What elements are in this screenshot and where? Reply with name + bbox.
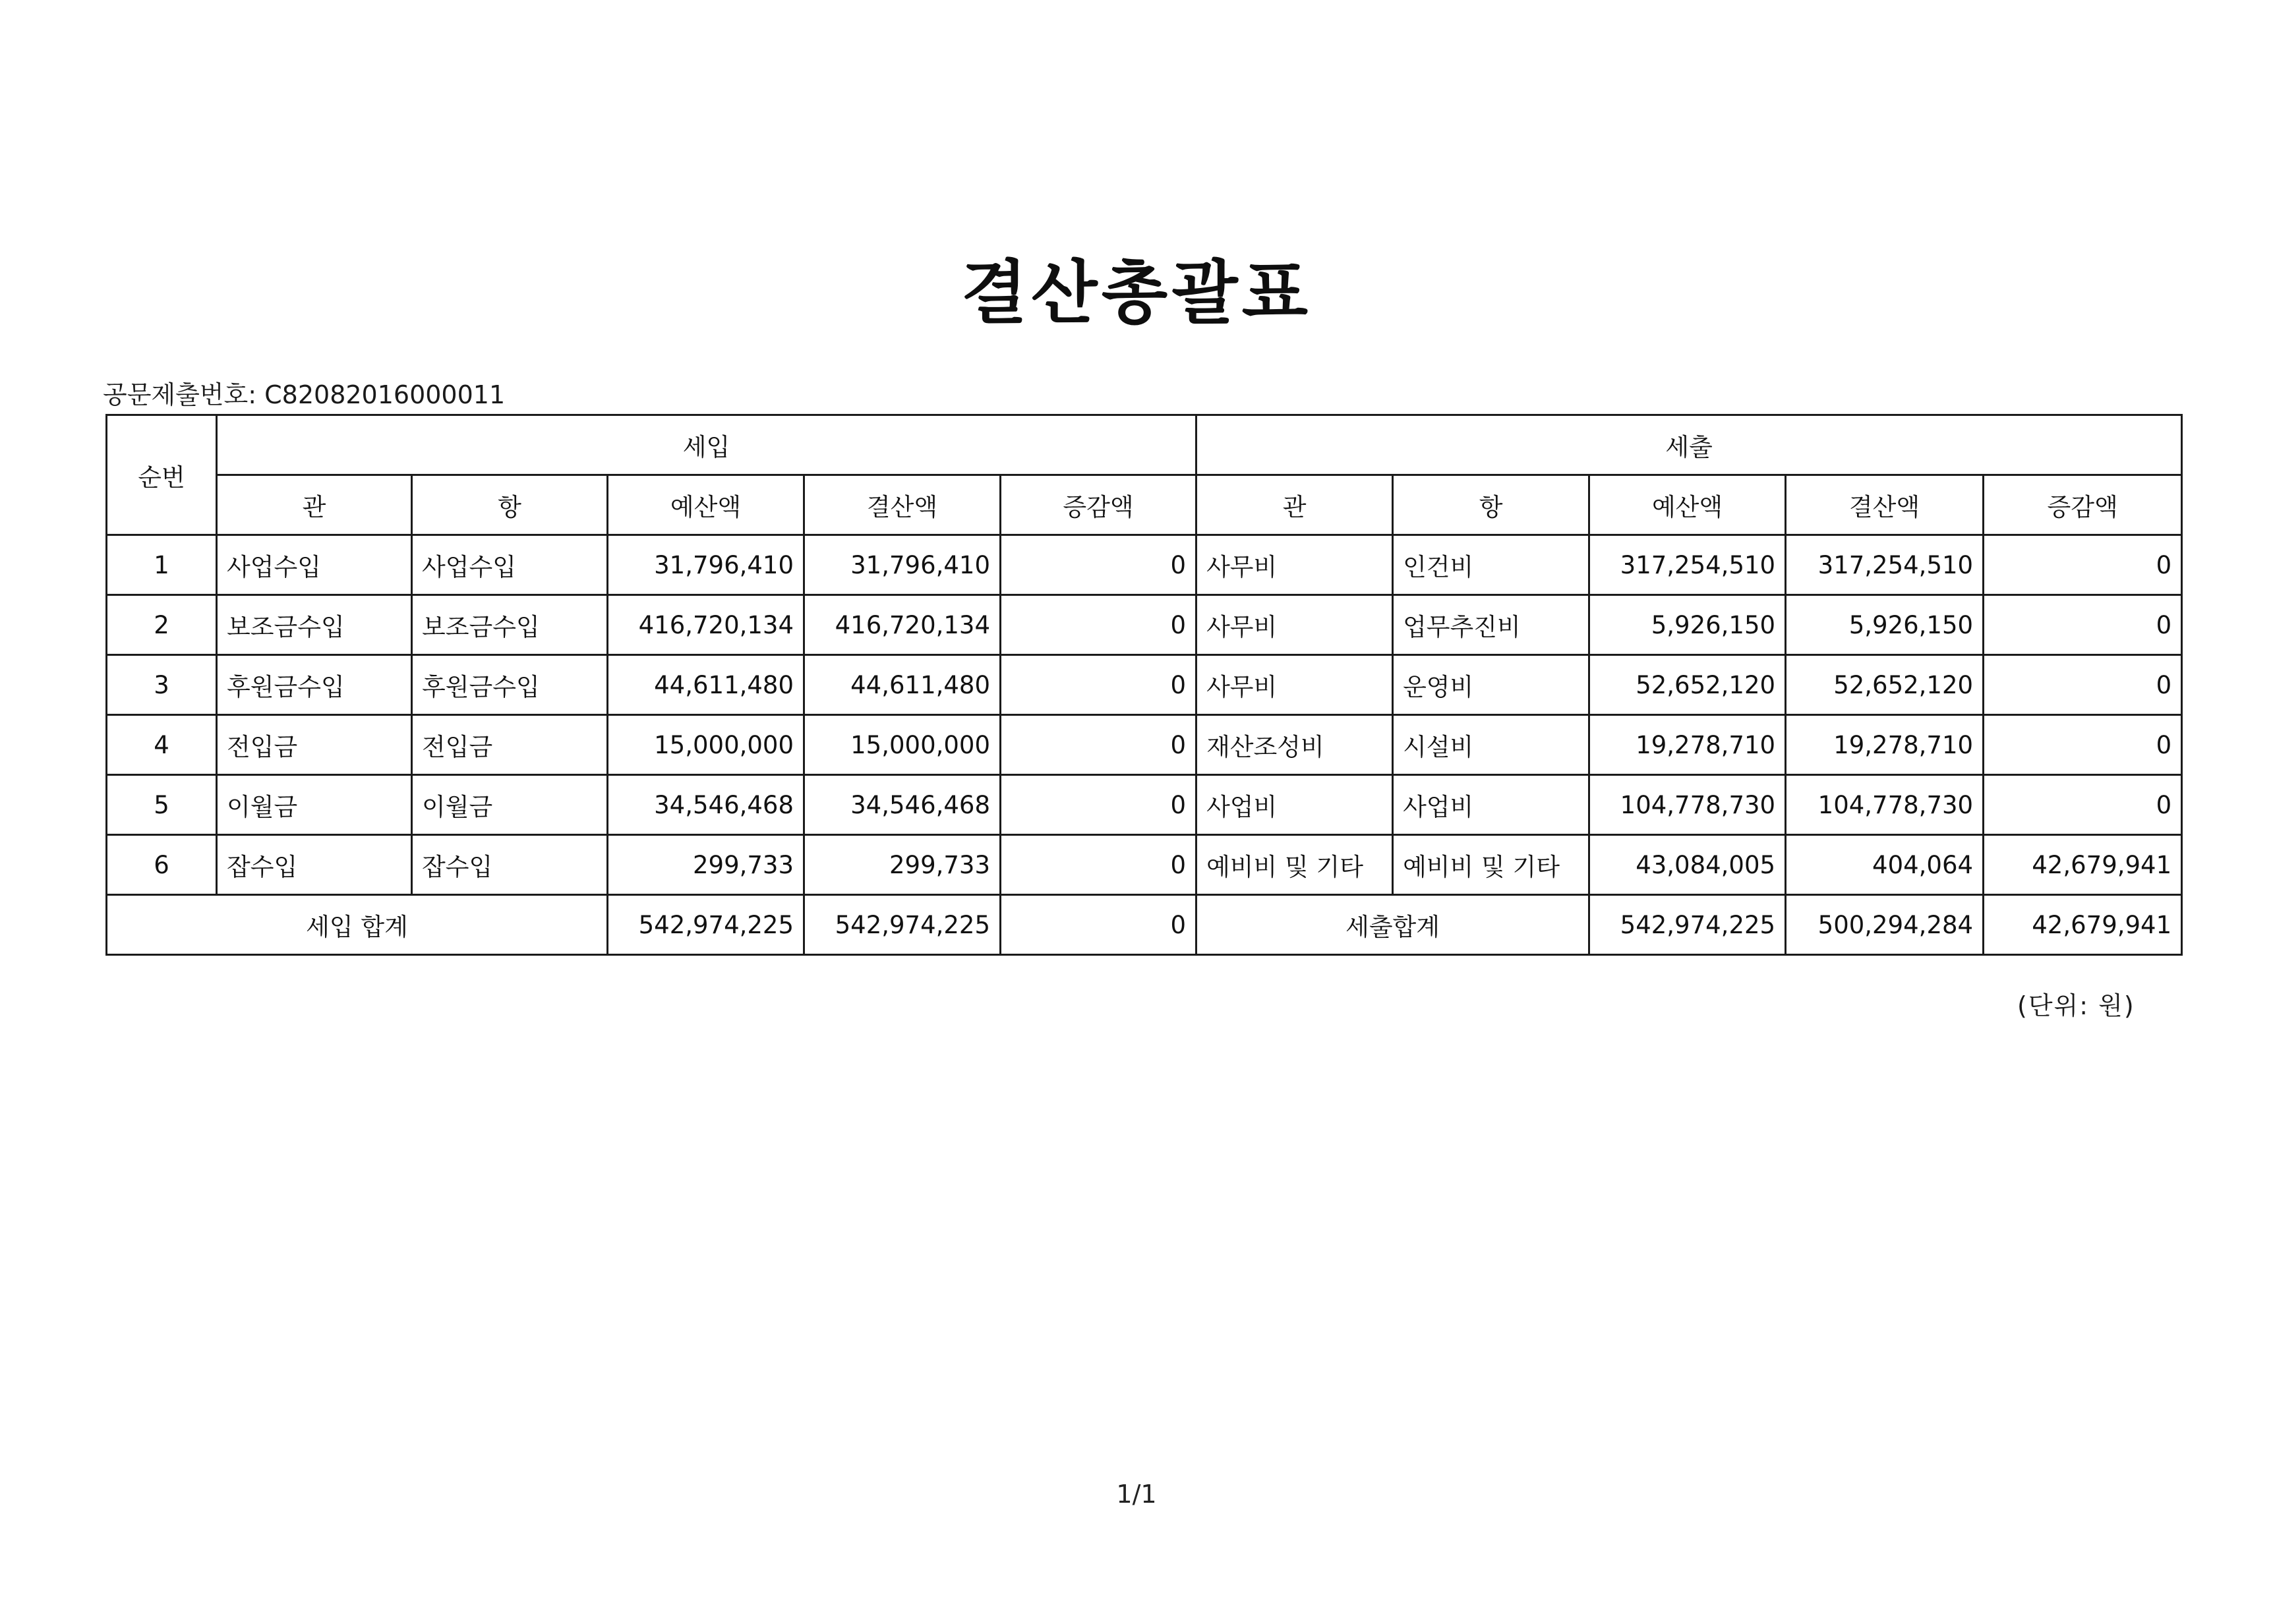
expense-diff: 0 (1984, 775, 2182, 835)
expense-gwan: 사무비 (1196, 655, 1393, 715)
row-no: 5 (107, 775, 217, 835)
income-diff: 0 (1001, 775, 1196, 835)
expense-settle: 404,064 (1786, 835, 1984, 895)
income-diff: 0 (1001, 835, 1196, 895)
header-expense-hang: 항 (1393, 475, 1589, 535)
expense-hang: 업무추진비 (1393, 595, 1589, 655)
expense-diff: 0 (1984, 595, 2182, 655)
income-budget: 15,000,000 (608, 715, 804, 775)
income-budget: 299,733 (608, 835, 804, 895)
row-no: 2 (107, 595, 217, 655)
header-expense-budget: 예산액 (1589, 475, 1786, 535)
income-total-diff: 0 (1001, 895, 1196, 955)
income-settle: 34,546,468 (804, 775, 1001, 835)
expense-settle: 19,278,710 (1786, 715, 1984, 775)
expense-total-budget: 542,974,225 (1589, 895, 1786, 955)
expense-hang: 운영비 (1393, 655, 1589, 715)
income-hang: 보조금수입 (412, 595, 608, 655)
header-expense-gwan: 관 (1196, 475, 1393, 535)
settlement-summary-table (105, 414, 2183, 956)
income-gwan: 후원금수입 (217, 655, 412, 715)
expense-settle: 104,778,730 (1786, 775, 1984, 835)
group-header-row (107, 415, 2182, 475)
expense-gwan: 사무비 (1196, 535, 1393, 595)
unit-note: (단위: 원) (2017, 991, 2135, 1020)
table-row (107, 835, 2182, 895)
header-income-group: 세입 (217, 415, 1196, 475)
income-gwan: 잡수입 (217, 835, 412, 895)
expense-diff: 0 (1984, 655, 2182, 715)
expense-gwan: 사업비 (1196, 775, 1393, 835)
row-no: 6 (107, 835, 217, 895)
income-budget: 44,611,480 (608, 655, 804, 715)
income-settle: 299,733 (804, 835, 1001, 895)
expense-total-settle: 500,294,284 (1786, 895, 1984, 955)
expense-settle: 52,652,120 (1786, 655, 1984, 715)
expense-diff: 42,679,941 (1984, 835, 2182, 895)
income-budget: 416,720,134 (608, 595, 804, 655)
expense-total-label: 세출합계 (1196, 895, 1589, 955)
income-hang: 전입금 (412, 715, 608, 775)
expense-budget: 52,652,120 (1589, 655, 1786, 715)
income-hang: 이월금 (412, 775, 608, 835)
income-gwan: 전입금 (217, 715, 412, 775)
income-total-label: 세입 합계 (107, 895, 608, 955)
page-number: 1/1 (1116, 1480, 1157, 1509)
income-diff: 0 (1001, 715, 1196, 775)
column-header-row (107, 475, 2182, 535)
income-settle: 15,000,000 (804, 715, 1001, 775)
income-gwan: 보조금수입 (217, 595, 412, 655)
row-no: 1 (107, 535, 217, 595)
header-income-gwan: 관 (217, 475, 412, 535)
header-no: 순번 (107, 415, 217, 535)
header-income-diff: 증감액 (1001, 475, 1196, 535)
expense-hang: 사업비 (1393, 775, 1589, 835)
income-hang: 잡수입 (412, 835, 608, 895)
expense-settle: 5,926,150 (1786, 595, 1984, 655)
expense-hang: 시설비 (1393, 715, 1589, 775)
header-income-settle: 결산액 (804, 475, 1001, 535)
expense-budget: 5,926,150 (1589, 595, 1786, 655)
income-diff: 0 (1001, 535, 1196, 595)
income-budget: 31,796,410 (608, 535, 804, 595)
expense-diff: 0 (1984, 715, 2182, 775)
income-gwan: 이월금 (217, 775, 412, 835)
income-hang: 사업수입 (412, 535, 608, 595)
expense-budget: 317,254,510 (1589, 535, 1786, 595)
table-row (107, 775, 2182, 835)
income-total-settle: 542,974,225 (804, 895, 1001, 955)
expense-diff: 0 (1984, 535, 2182, 595)
header-income-hang: 항 (412, 475, 608, 535)
table-row (107, 715, 2182, 775)
income-settle: 44,611,480 (804, 655, 1001, 715)
expense-budget: 19,278,710 (1589, 715, 1786, 775)
expense-total-diff: 42,679,941 (1984, 895, 2182, 955)
expense-gwan: 예비비 및 기타 (1196, 835, 1393, 895)
table-row (107, 595, 2182, 655)
income-settle: 416,720,134 (804, 595, 1001, 655)
expense-budget: 43,084,005 (1589, 835, 1786, 895)
header-expense-diff: 증감액 (1984, 475, 2182, 535)
income-total-budget: 542,974,225 (608, 895, 804, 955)
expense-budget: 104,778,730 (1589, 775, 1786, 835)
expense-hang: 예비비 및 기타 (1393, 835, 1589, 895)
income-budget: 34,546,468 (608, 775, 804, 835)
expense-hang: 인건비 (1393, 535, 1589, 595)
header-income-budget: 예산액 (608, 475, 804, 535)
expense-gwan: 재산조성비 (1196, 715, 1393, 775)
row-no: 4 (107, 715, 217, 775)
expense-settle: 317,254,510 (1786, 535, 1984, 595)
income-gwan: 사업수입 (217, 535, 412, 595)
header-expense-group: 세출 (1196, 415, 2182, 475)
row-no: 3 (107, 655, 217, 715)
table-row (107, 535, 2182, 595)
income-hang: 후원금수입 (412, 655, 608, 715)
income-diff: 0 (1001, 595, 1196, 655)
income-diff: 0 (1001, 655, 1196, 715)
document-submission-number: 공문제출번호: C82082016000011 (103, 380, 506, 409)
table-row (107, 655, 2182, 715)
income-settle: 31,796,410 (804, 535, 1001, 595)
expense-gwan: 사무비 (1196, 595, 1393, 655)
totals-row (107, 895, 2182, 955)
document-title: 결산총괄표 (960, 252, 1313, 333)
header-expense-settle: 결산액 (1786, 475, 1984, 535)
